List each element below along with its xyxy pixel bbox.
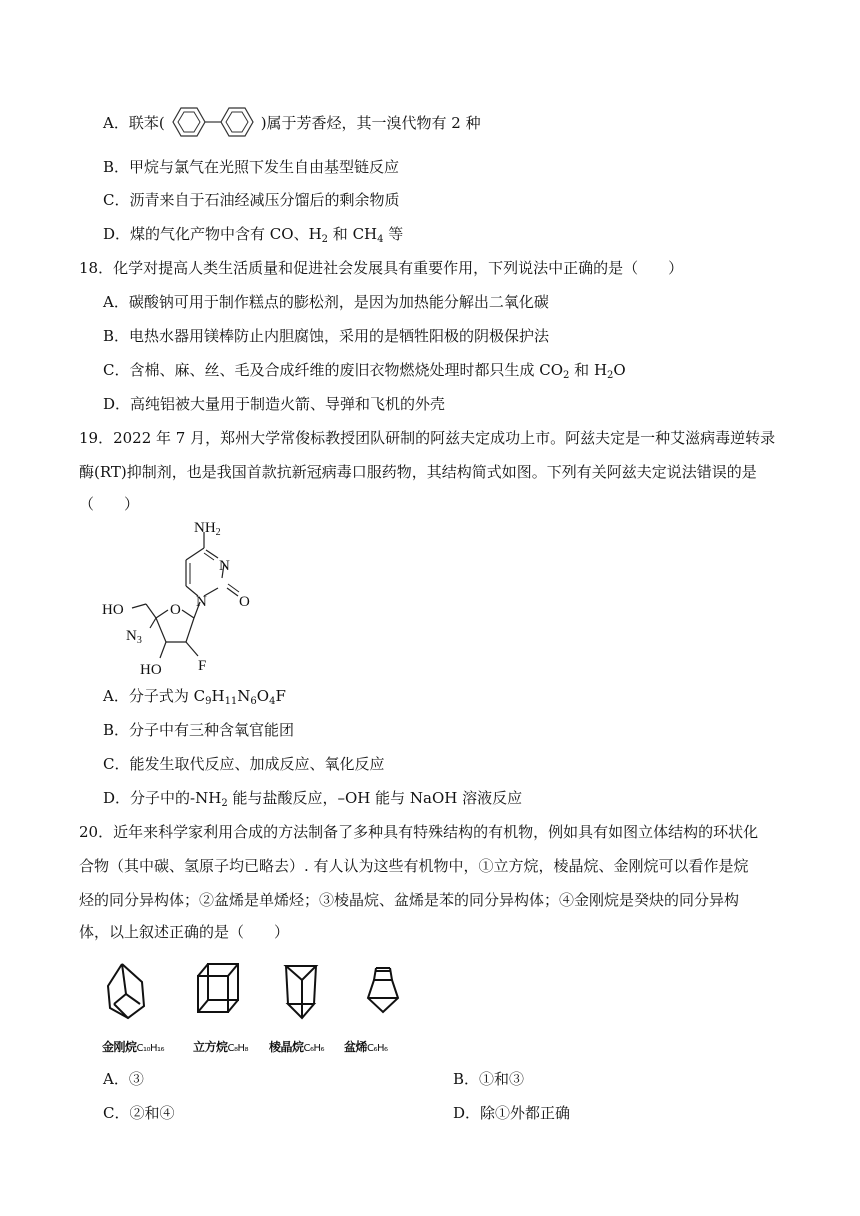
prismane-structure <box>286 966 316 1018</box>
q18-stem: 18．化学对提高人类生活质量和促进社会发展具有重要作用，下列说法中正确的是（ ） <box>79 259 684 277</box>
q20-stem-line1: 20．近年来科学家利用合成的方法制备了多种具有特殊结构的有机物，例如具有如图立体结构的环状化 <box>79 823 759 841</box>
q17-option-a[interactable] <box>103 106 481 138</box>
q19-option-d-s1: 2 <box>221 798 228 809</box>
q17-option-b[interactable]: B．甲烷与氯气在光照下发生自由基型链反应 <box>103 158 400 176</box>
q19-option-d-t1: D．分子中的-NH <box>103 789 222 807</box>
q19-option-d-t2: 能与盐酸反应，–OH 能与 NaOH 溶液反应 <box>227 789 523 807</box>
caption-prismane: 棱晶烷C₆H₆ <box>269 1040 325 1054</box>
q17-option-d-t2: 和 CH <box>328 225 378 243</box>
q18-option-b[interactable]: B．电热水器用镁棒防止内胆腐蚀，采用的是牺牲阳极的阴极保护法 <box>103 327 550 345</box>
q20-option-d[interactable]: D．除①外都正确 <box>453 1104 571 1122</box>
q18-option-c-t3: O <box>613 361 626 379</box>
q19-option-a-t5: F <box>275 687 286 705</box>
q19-option-a-s2: 11 <box>224 696 238 707</box>
mol-ho-bottom-label: HO <box>140 662 162 678</box>
caption-cubane: 立方烷C₈H₈ <box>193 1040 249 1054</box>
q19-option-b[interactable]: B．分子中有三种含氧官能团 <box>103 721 295 739</box>
q20-option-c[interactable]: C．②和④ <box>103 1104 175 1122</box>
q18-option-c[interactable] <box>103 360 626 380</box>
mol-f-label: F <box>198 658 207 674</box>
q18-option-d[interactable]: D．高纯铝被大量用于制造火箭、导弹和飞机的外壳 <box>103 395 446 413</box>
mol-n3-label: $N_3$ <box>126 628 142 646</box>
adamantane-structure <box>108 964 144 1018</box>
q19-option-d[interactable] <box>103 788 522 808</box>
q19-option-a-t4: O <box>256 687 270 705</box>
q18-option-c-s2: 2 <box>607 370 614 381</box>
q17-option-d-s2: 4 <box>377 234 384 245</box>
q17-option-d[interactable] <box>103 224 403 244</box>
q18-option-a[interactable]: A．碳酸钠可用于制作糕点的膨松剂，是因为加热能分解出二氧化碳 <box>103 293 549 311</box>
cage-structures-figure <box>100 958 420 1038</box>
q19-option-a[interactable] <box>103 686 286 706</box>
q19-stem-line1: 19．2022 年 7 月，郑州大学常俊标教授团队研制的阿兹夫定成功上市。阿兹夫定是一种艾滋病毒逆转录 <box>79 429 776 447</box>
azvudine-structure <box>98 518 268 680</box>
q20-stem-line3: 烃的同分异构体；②盆烯是单烯烃；③棱晶烷、盆烯是苯的同分异构体；④金刚烷是癸炔的同分异构 <box>79 891 740 909</box>
q17-option-a-text-pre: A．联苯( <box>103 114 165 132</box>
q20-stem-line2: 合物（其中碳、氢原子均已略去）. 有人认为这些有机物中，①立方烷，棱晶烷、金刚烷可以看作是烷 <box>79 857 749 875</box>
caption-adamantane: 金刚烷C₁₀H₁₆ <box>102 1040 165 1054</box>
q18-option-c-t1: C．含棉、麻、丝、毛及合成纤维的废旧衣物燃烧处理时都只生成 CO <box>103 361 564 379</box>
q20-option-a[interactable]: A．③ <box>103 1070 144 1088</box>
mol-o-ring-label: O <box>170 602 181 618</box>
q19-stem-line2: 酶(RT)抑制剂，也是我国首款抗新冠病毒口服药物，其结构简式如图。下列有关阿兹夫定说法错误的是 <box>79 463 757 481</box>
mol-ho-left-label: HO <box>102 602 124 618</box>
q17-option-a-text-post: )属于芳香烃，其一溴代物有 2 种 <box>260 114 481 132</box>
biphenyl-structure <box>167 106 259 138</box>
q19-stem-line3: （ ） <box>79 495 140 513</box>
cubane-structure <box>198 964 238 1012</box>
q19-option-a-s3: 6 <box>250 696 257 707</box>
q18-option-c-t2: 和 H <box>569 361 608 379</box>
q20-stem-line4: 体，以上叙述正确的是（ ） <box>79 923 290 941</box>
q17-option-d-t1: D．煤的气化产物中含有 CO、H <box>103 225 322 243</box>
mol-nh2-label: $NH_2$ <box>194 520 221 538</box>
q20-option-b[interactable]: B．①和③ <box>453 1070 525 1088</box>
q19-option-a-s1: 9 <box>205 696 212 707</box>
mol-n-top-label: N <box>219 558 230 574</box>
q19-option-a-t2: H <box>211 687 225 705</box>
caption-benzvalene: 盆烯C₆H₆ <box>344 1040 388 1054</box>
q19-option-a-t3: N <box>237 687 251 705</box>
mol-n-ring-label: N <box>196 594 207 610</box>
q17-option-d-t3: 等 <box>383 225 404 243</box>
mol-o-keto-label: O <box>239 594 250 610</box>
q17-option-c[interactable]: C．沥青来自于石油经减压分馏后的剩余物质 <box>103 191 400 209</box>
q19-option-a-s4: 4 <box>269 696 276 707</box>
q19-option-c[interactable]: C．能发生取代反应、加成反应、氧化反应 <box>103 755 385 773</box>
q19-option-a-t1: A．分子式为 C <box>103 687 206 705</box>
q17-option-d-s1: 2 <box>321 234 329 245</box>
q18-option-c-s1: 2 <box>563 370 570 381</box>
benzvalene-structure <box>368 968 398 1012</box>
